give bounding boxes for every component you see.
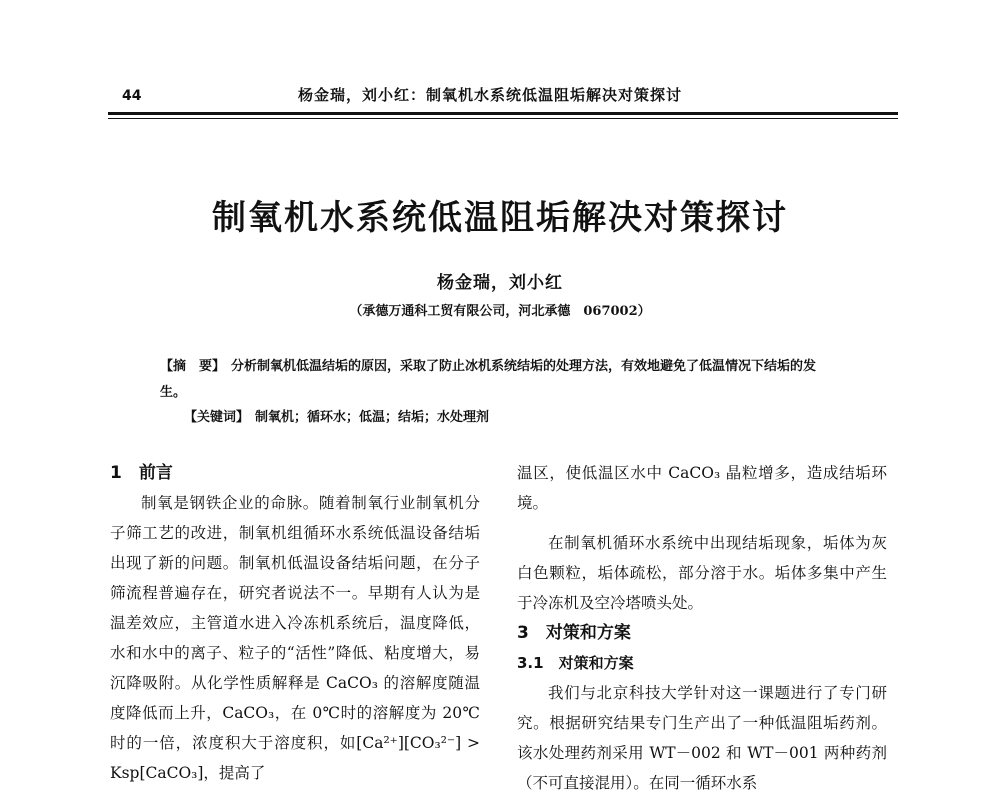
abstract [160,354,840,406]
running-title: 杨金瑞，刘小红：制氧机水系统低温阻垢解决对策探讨 [298,86,683,104]
body-paragraph: 制氧是钢铁企业的命脉。随着制氧行业制氧机分子筛工艺的改进，制氧机组循环水系统低温设备结垢出现了新的问题。制氧机低温设备结垢问题，在分子筛流程普遍存在，研究者说法不一。早期有人认为是温差效应，主管道水进入冷冻机系统后，温度降低，水和水中的离子、粒子的“活性”降低、粘度增大，易沉降吸附。从化学性质解释是 CaCO₃ 的溶解度随温度降低而上升，CaCO₃，在 0℃时的溶解度为 20℃时的一倍，浓度积大于溶度积，如[Ca²⁺][CO₃²⁻] > Ksp[CaCO₃]，提高了 [110,494,480,782]
body-paragraph: 在制氧机循环水系统中出现结垢现象，垢体为灰白色颗粒，垢体疏松，部分溶于水。垢体多集中产生于冷冻机及空冷塔喷头处。 [517,534,887,612]
keywords [184,406,844,425]
header-rule-thin [108,118,898,119]
keywords-label: 【关键词】 [184,410,250,425]
page-number: 44 [122,88,142,104]
authors: 杨金瑞，刘小红 [437,273,563,293]
subsection-heading-countermeasures: 3.1 对策和方案 [517,654,634,672]
header-rule-thick [108,112,898,115]
section-heading-introduction: 1 前言 [110,463,173,483]
body-paragraph-continued: 温区，使低温区水中 CaCO₃ 晶粒增多，造成结垢环境。 [517,464,887,512]
body-paragraph: 我们与北京科技大学针对这一课题进行了专门研究。根据研究结果专门生产出了一种低温阻垢药剂。该水处理药剂采用 WT－002 和 WT－001 两种药剂（不可直接混用）。在同一循环水系 [517,684,887,792]
abstract-text: 分析制氧机低温结垢的原因，采取了防止冰机系统结垢的处理方法，有效地避免了低温情况下结垢的发生。 [160,359,817,400]
right-column [517,458,887,798]
section-heading-countermeasures: 3 对策和方案 [517,623,631,643]
left-column [110,458,480,788]
running-header [108,84,898,114]
keywords-text: 制氧机；循环水；低温；结垢；水处理剂 [255,410,490,425]
paragraph-spacer [517,518,887,528]
affiliation: （承德万通科工贸有限公司，河北承德 067002） [349,304,651,319]
paper-title: 制氧机水系统低温阻垢解决对策探讨 [212,198,788,238]
abstract-label: 【摘 要】 [160,359,226,374]
